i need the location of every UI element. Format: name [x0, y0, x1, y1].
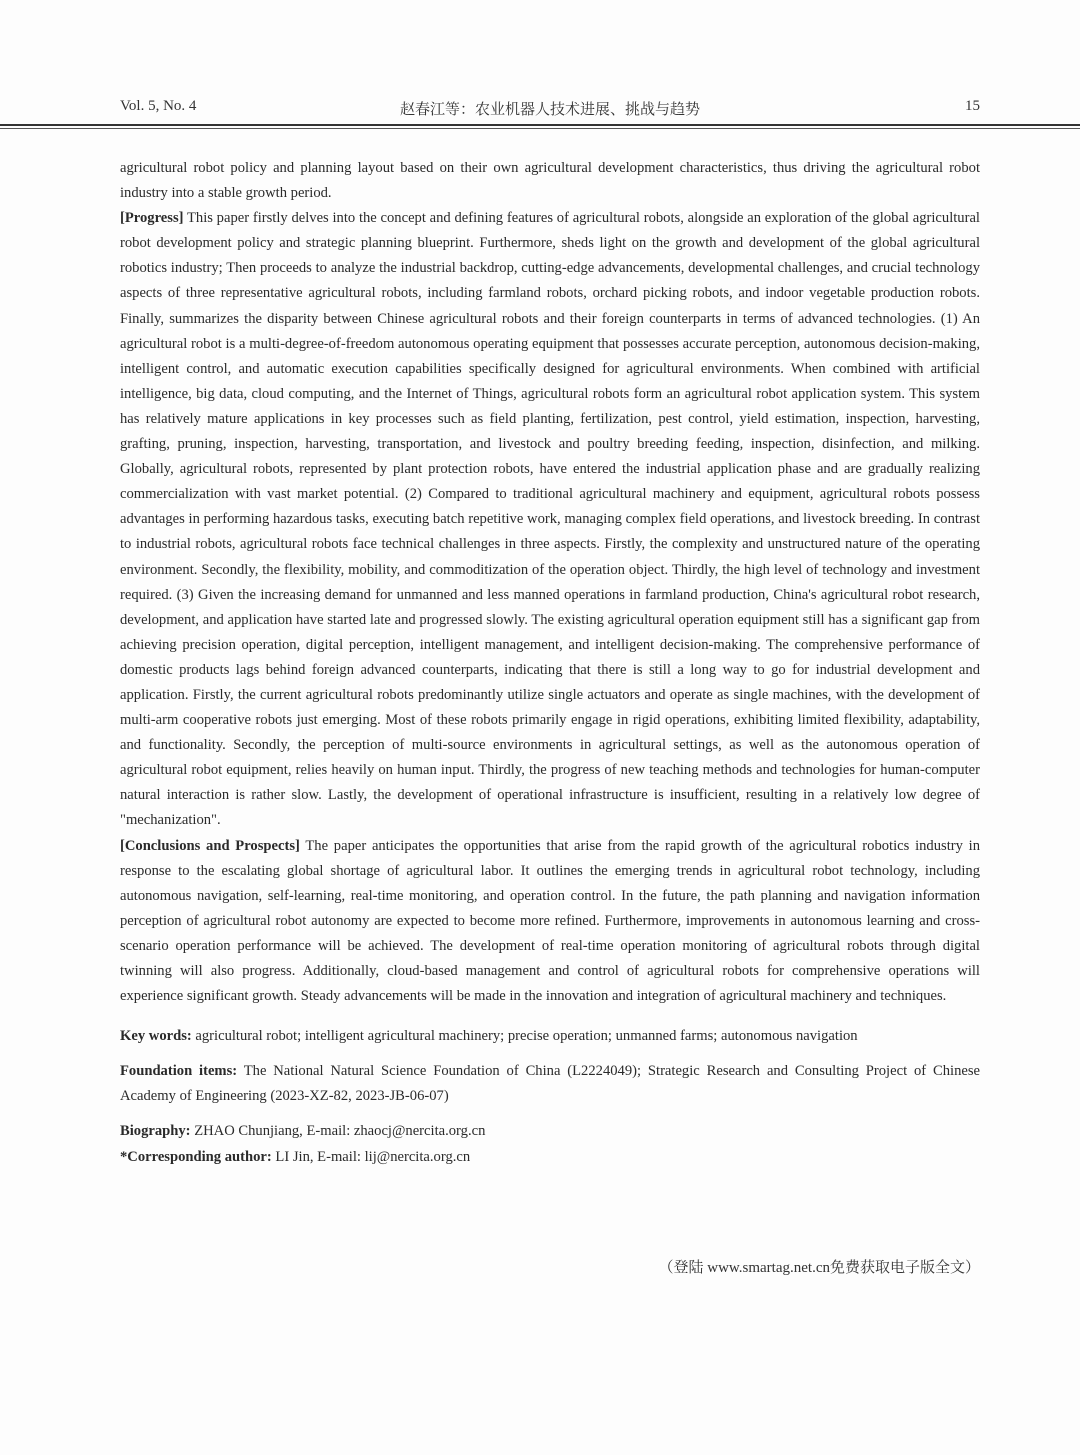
keywords-label: Key words: — [120, 1028, 192, 1045]
abstract-body — [120, 156, 980, 1170]
progress-label: [Progress] — [120, 210, 184, 227]
biography-label: Biography: — [120, 1123, 191, 1140]
intro-paragraph — [120, 156, 980, 206]
corresponding-text: LI Jin, E-mail: lij@nercita.org.cn — [271, 1148, 471, 1165]
conclusions-label: [Conclusions and Prospects] — [120, 837, 300, 854]
conclusions-text: The paper anticipates the opportunities that arise from the rapid growth of the agricultural robotics industry in response to the escalating global shortage of agricultural labor. It outlines the emerging trends in agricultural robot technology, including autonomous navigation, self-learning, real-time monitoring, and operation control. In the future, the path planning and navigation information perception of agricultural robot autonomy are expected to become more refined. Furthermore, improvements in autonomous learning and cross-scenario operation performance will be achieved. The development of real-time operation monitoring of agricultural robots through digital twinning will also progress. Additionally, cloud-based management and control of agricultural robots for comprehensive operations will experience significant growth. Steady advancements will be made in the innovation and integration of agricultural machinery and techniques. — [120, 837, 980, 1005]
volume-issue: Vol. 5, No. 4 — [120, 98, 197, 114]
conclusions-paragraph — [120, 834, 980, 1010]
intro-text: agricultural robot policy and planning layout based on their own agricultural development characteristics, thus driving the agricultural robot industry into a stable growth period. — [120, 160, 980, 202]
footer-note: （登陆 www.smartag.net.cn免费获取电子版全文） — [658, 1260, 980, 1276]
foundation-text: The National Natural Science Foundation of China (L2224049); Strategic Research and Consulting Project of Chinese Academy of Engineering (2023-XZ-82, 2023-JB-06-07) — [120, 1063, 981, 1105]
corresponding-line — [120, 1145, 980, 1170]
running-title: 赵春江等：农业机器人技术进展、挑战与趋势 — [399, 100, 700, 118]
foundation-label: Foundation items: — [120, 1063, 238, 1080]
progress-paragraph — [120, 206, 980, 833]
keywords-text: agricultural robot; intelligent agricultural machinery; precise operation; unmanned farms; autonomous navigation — [191, 1028, 858, 1045]
running-header — [120, 98, 980, 120]
biography-line — [120, 1119, 980, 1144]
progress-text: This paper firstly delves into the concept and defining features of agricultural robots, alongside an exploration of the global agricultural robot development policy and strategic planning blueprint. Furthermore, sheds light on the growth and development of the global agricultural robotics industry; Then proceeds to analyze the industrial backdrop, cutting-edge advancements, developmental challenges, and crucial technology aspects of three representative agricultural robots, including farmland robots, orchard picking robots, and indoor vegetable production robots. Finally, summarizes the disparity between Chinese agricultural robots and their foreign counterparts in terms of advanced technologies. (1) An agricultural robot is a multi-degree-of-freedom autonomous operating equipment that possesses accurate perception, autonomous decision-making, intelligent control, and automatic execution capabilities specifically designed for agricultural environments. When combined with artificial intelligence, big data, cloud computing, and the Internet of Things, agricultural robots form an agricultural robot application system. This system has relatively mature applications in key processes such as field planting, fertilization, pest control, yield estimation, inspection, harvesting, grafting, pruning, inspection, harvesting, transportation, and livestock and poultry breeding feeding, inspection, disinfection, and milking. Globally, agricultural robots, represented by plant protection robots, have entered the industrial application phase and are gradually realizing commercialization with vast market potential. (2) Compared to traditional agricultural machinery and equipment, agricultural robots possess advantages in performing hazardous tasks, executing batch repetitive work, managing complex field operations, and livestock breeding. In contrast to industrial robots, agricultural robots face technical challenges in three aspects. Firstly, the complexity and unstructured nature of the operating environment. Secondly, the flexibility, mobility, and commoditization of the operation object. Thirdly, the high level of technology and investment required. (3) Given the increasing demand for unmanned and less manned operations in farmland production, China's agricultural robot research, development, and application have started late and progressed slowly. The existing agricultural operation equipment still has a significant gap from achieving precision operation, digital perception, intelligent management, and intelligent decision-making. The comprehensive performance of domestic products lags behind foreign advanced counterparts, indicating that there is still a long way to go for industrial development and application. Firstly, the current agricultural robots predominantly utilize single actuators and operate as single machines, with the development of multi-arm cooperative robots just emerging. Most of these robots primarily engage in rigid operations, exhibiting limited flexibility, adaptability, and functionality. Secondly, the perception of multi-source environments in agricultural settings, as well as the autonomous operation of agricultural robot equipment, relies heavily on human input. Thirdly, the progress of new teaching methods and technologies for human-computer natural interaction is rather slow. Lastly, the development of operational infrastructure is insufficient, resulting in a relatively low degree of "mechanization". — [120, 210, 980, 829]
page-number: 15 — [965, 98, 980, 114]
header-rule-thick — [0, 124, 1080, 126]
biography-text: ZHAO Chunjiang, E-mail: zhaocj@nercita.org.cn — [190, 1123, 486, 1140]
keywords-line — [120, 1024, 980, 1049]
corresponding-label: *Corresponding author: — [120, 1148, 272, 1165]
header-rule-thin — [0, 128, 1080, 129]
foundation-line — [120, 1059, 980, 1109]
